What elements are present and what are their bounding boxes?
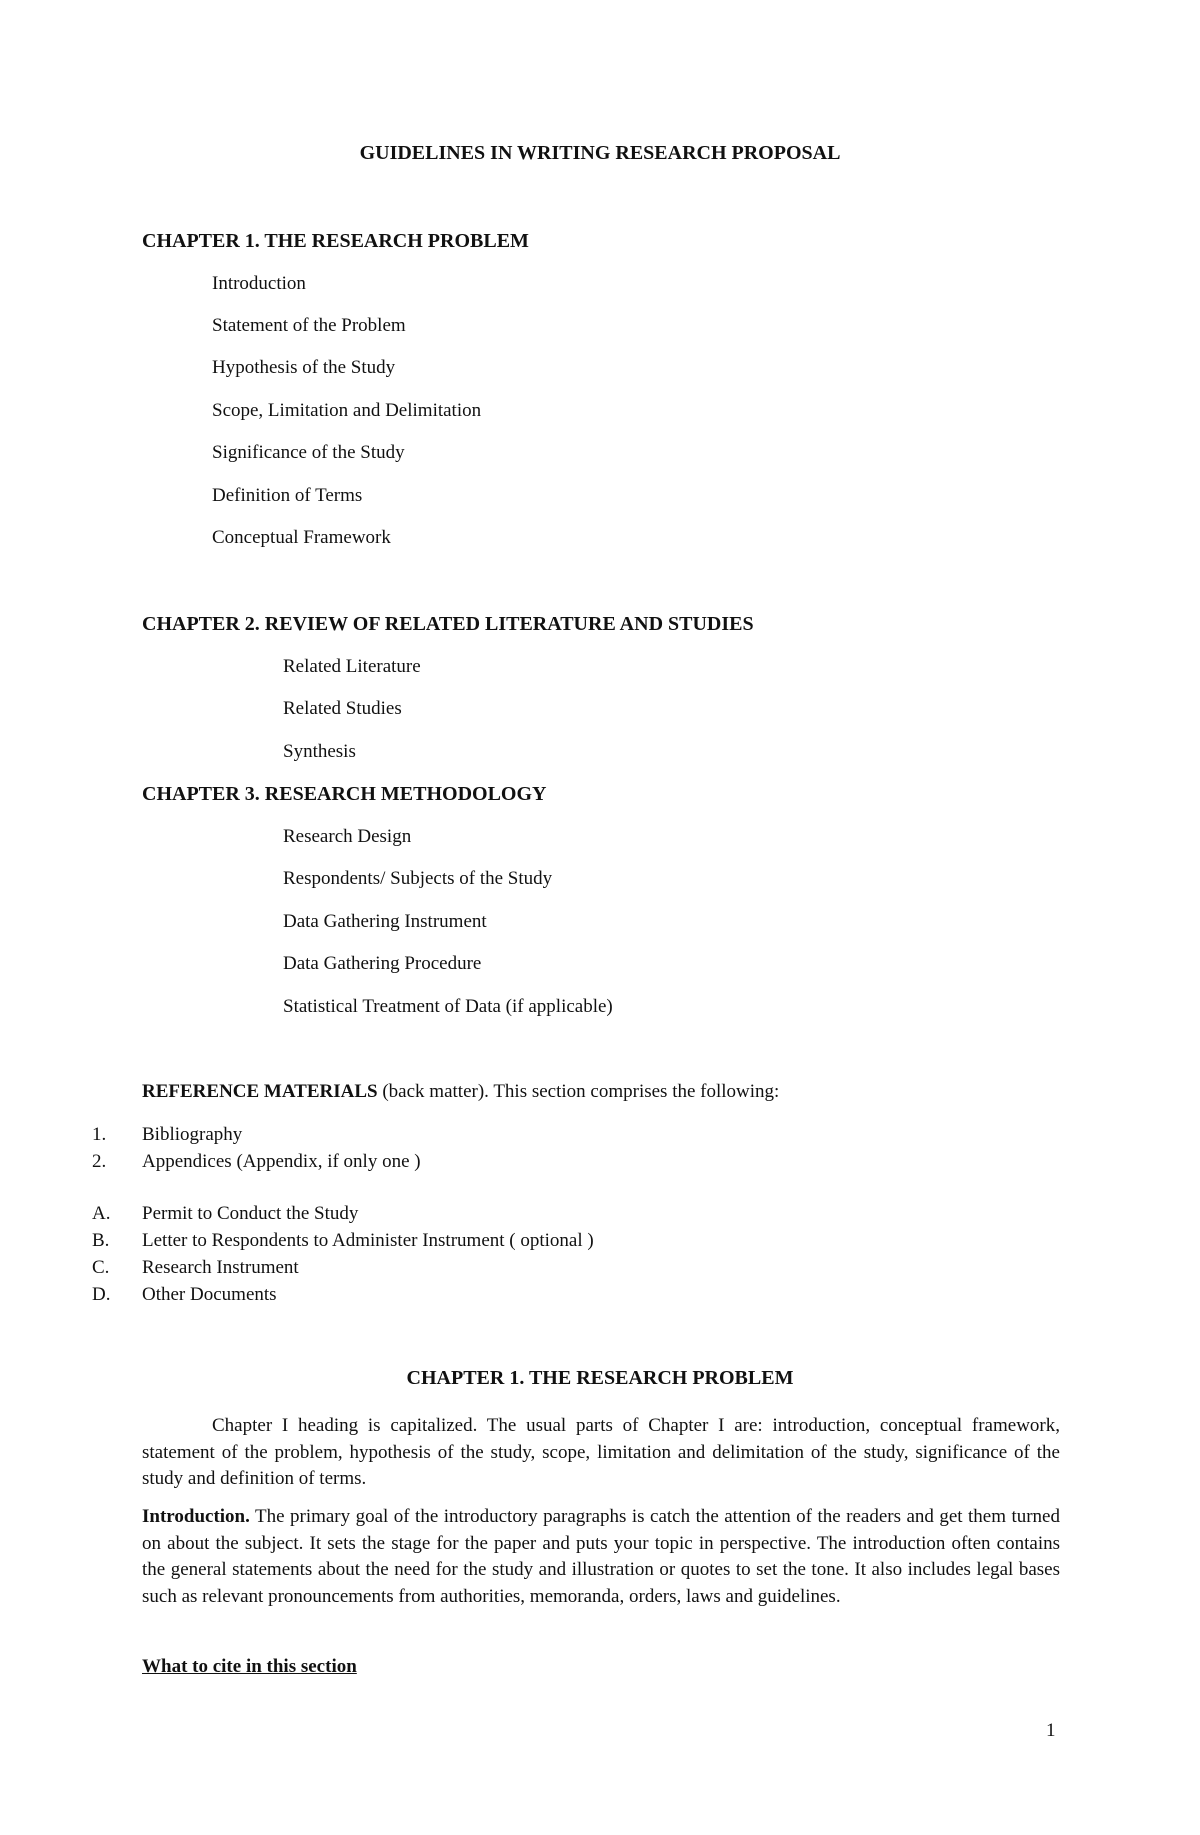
chapter1-item-definition: Definition of Terms — [212, 485, 363, 506]
list-marker: B. — [92, 1230, 110, 1251]
chapter2-item-studies: Related Studies — [283, 698, 402, 719]
list-text: Research Instrument — [142, 1257, 299, 1278]
chapter3-item-design: Research Design — [283, 826, 412, 847]
chapter1-item-statement: Statement of the Problem — [212, 315, 406, 336]
list-item — [92, 1257, 299, 1279]
list-item — [92, 1203, 358, 1225]
chapter1-item-hypothesis: Hypothesis of the Study — [212, 357, 396, 378]
chapter3-heading: CHAPTER 3. RESEARCH METHODOLOGY — [142, 783, 547, 805]
list-item — [92, 1230, 594, 1252]
list-marker: C. — [92, 1257, 110, 1278]
chapter1-description-paragraph: Chapter I heading is capitalized. The usual parts of Chapter I are: introduction, conceptual framework, statement of the problem, hypothesis of the study, scope, limitation and delimitation of the study, significance of the study and definition of terms. — [142, 1415, 1060, 1489]
introduction-label: Introduction. — [142, 1506, 250, 1527]
list-marker: 1. — [92, 1124, 107, 1145]
page-number: 1 — [1046, 1720, 1056, 1741]
chapter3-item-procedure: Data Gathering Procedure — [283, 953, 482, 974]
reference-label: REFERENCE MATERIALS — [142, 1081, 378, 1102]
chapter2-heading: CHAPTER 2. REVIEW OF RELATED LITERATURE AND STUDIES — [142, 613, 754, 635]
chapter2-item-synthesis: Synthesis — [283, 741, 356, 762]
chapter3-item-statistical: Statistical Treatment of Data (if applicable) — [283, 996, 613, 1017]
introduction-paragraph — [142, 1504, 1060, 1610]
chapter1-item-significance: Significance of the Study — [212, 442, 405, 463]
list-marker: A. — [92, 1203, 111, 1224]
list-text: Other Documents — [142, 1284, 277, 1305]
list-text: Appendices (Appendix, if only one ) — [142, 1151, 421, 1172]
section-heading: CHAPTER 1. THE RESEARCH PROBLEM — [406, 1367, 794, 1389]
cite-heading: What to cite in this section — [142, 1656, 357, 1677]
chapter1-heading: CHAPTER 1. THE RESEARCH PROBLEM — [142, 230, 529, 252]
list-marker: 2. — [92, 1151, 107, 1172]
list-item — [92, 1284, 277, 1306]
list-item — [92, 1151, 421, 1173]
list-text: Bibliography — [142, 1124, 243, 1145]
chapter1-item-introduction: Introduction — [212, 273, 306, 294]
chapter3-item-respondents: Respondents/ Subjects of the Study — [283, 868, 553, 889]
list-text: Letter to Respondents to Administer Instrument ( optional ) — [142, 1230, 594, 1251]
chapter2-item-literature: Related Literature — [283, 656, 421, 677]
reference-intro — [142, 1081, 779, 1103]
introduction-text: The primary goal of the introductory paragraphs is catch the attention of the readers and get them turned on about the subject. It sets the stage for the paper and puts your topic in perspective. The introduction often contains the general statements about the need for the study and illustration or quotes to set the tone. It also includes legal bases such as relevant pronouncements from authorities, memoranda, orders, laws and guidelines. — [142, 1506, 1060, 1607]
list-marker: D. — [92, 1284, 111, 1305]
document-title: GUIDELINES IN WRITING RESEARCH PROPOSAL — [359, 142, 841, 164]
chapter1-item-framework: Conceptual Framework — [212, 527, 391, 548]
list-item — [92, 1124, 242, 1146]
chapter3-item-instrument: Data Gathering Instrument — [283, 911, 487, 932]
chapter1-item-scope: Scope, Limitation and Delimitation — [212, 400, 482, 421]
list-text: Permit to Conduct the Study — [142, 1203, 359, 1224]
reference-text: (back matter). This section comprises the following: — [377, 1081, 780, 1102]
